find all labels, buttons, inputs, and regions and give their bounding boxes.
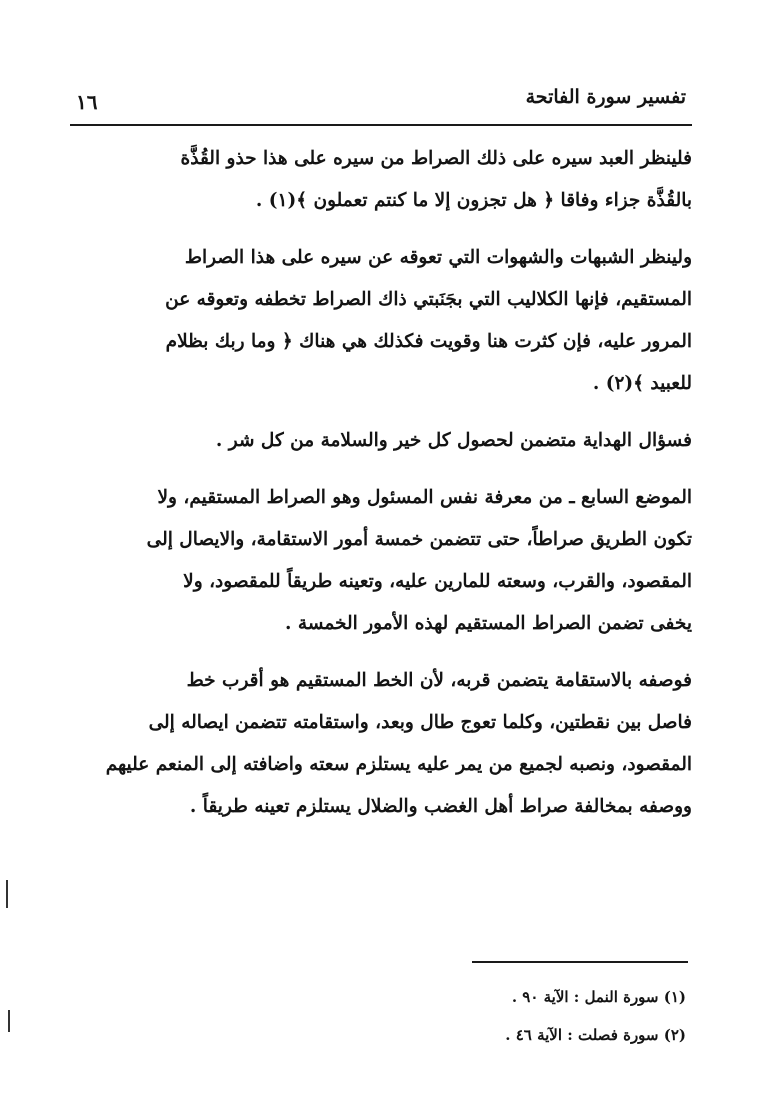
paragraph-4 [72, 477, 692, 645]
text-line: ووصفه بمخالفة صراط أهل الغضب والضلال يستلزم تعينه طريقاً . [189, 796, 692, 817]
paragraph-3 [72, 420, 692, 462]
text-line: ولينظر الشبهات والشهوات التي تعوقه عن سيره على هذا الصراط [184, 247, 692, 268]
scan-mark [8, 1010, 10, 1032]
text-line: المقصود، والقرب، وسعته للمارين عليه، وتعينه طريقاً للمقصود، ولا [183, 571, 692, 592]
text-line: المرور عليه، فإن كثرت هنا وقويت فكذلك هي هناك ﴿ وما ربك بظلام [165, 331, 692, 352]
footnote-separator [472, 961, 688, 963]
footnote-2: (٢) سورة فصلت : الآية ٤٦ . [505, 1026, 686, 1044]
text-line: المقصود، ونصبه لجميع من يمر عليه يستلزم سعته واضافته إلى المنعم عليهم [105, 754, 692, 775]
paragraph-5 [72, 660, 692, 828]
running-header-title: تفسير سورة الفاتحة [525, 86, 686, 108]
paragraph-1 [72, 138, 692, 222]
text-line: فسؤال الهداية متضمن لحصول كل خير والسلامة من كل شر . [215, 430, 692, 451]
text-line: فلينظر العبد سيره على ذلك الصراط من سيره على هذا حذو القُذَّة [180, 148, 692, 169]
text-line: يخفى تضمن الصراط المستقيم لهذه الأمور الخمسة . [285, 613, 692, 634]
footnotes [356, 978, 686, 1054]
text-line: للعبيد ﴾(٢) . [592, 373, 692, 394]
text-line: المستقيم، فإنها الكلاليب التي بجَنَبتي ذاك الصراط تخطفه وتعوقه عن [165, 289, 692, 310]
text-line: فوصفه بالاستقامة يتضمن قربه، لأن الخط المستقيم هو أقرب خط [186, 670, 692, 691]
scan-mark [6, 880, 8, 908]
text-line: الموضع السابع ـ من معرفة نفس المسئول وهو الصراط المستقيم، ولا [157, 487, 692, 508]
text-line: بالقُذَّة جزاء وفاقا ﴿ هل تجزون إلا ما كنتم تعملون ﴾(١) . [255, 190, 692, 211]
header-rule [70, 124, 692, 126]
footnote-1: (١) سورة النمل : الآية ٩٠ . [511, 988, 686, 1006]
text-line: تكون الطريق صراطاً، حتى تتضمن خمسة أمور الاستقامة، والايصال إلى [146, 529, 692, 550]
paragraph-2 [72, 237, 692, 405]
page-number: ١٦ [76, 90, 98, 114]
body-text [72, 138, 692, 843]
text-line: فاصل بين نقطتين، وكلما تعوج طال وبعد، واستقامته تتضمن ايصاله إلى [148, 712, 692, 733]
